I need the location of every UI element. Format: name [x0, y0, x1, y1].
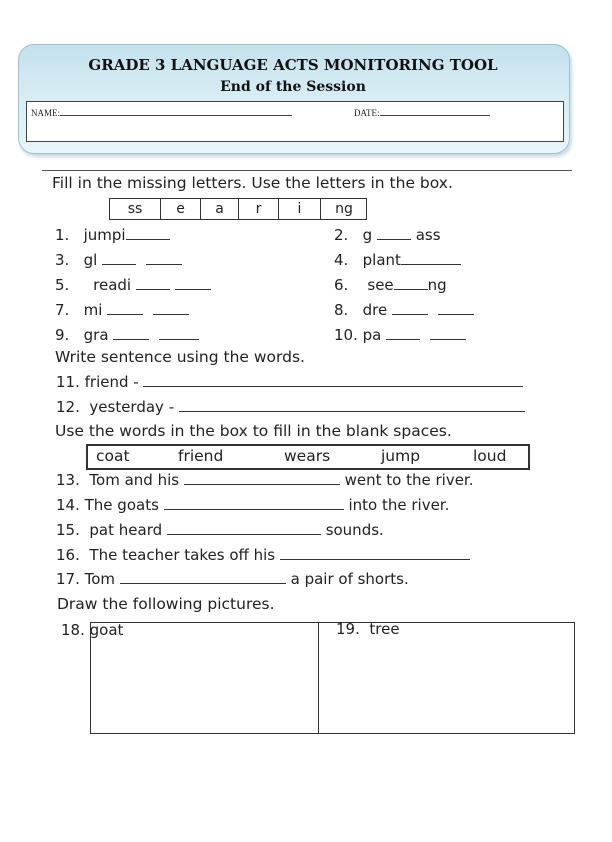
name-label: NAME:: [31, 108, 60, 118]
letter-option: ng: [335, 201, 353, 217]
section-divider: [42, 170, 572, 171]
question-13: 13. Tom and his went to the river.: [56, 471, 474, 489]
answer-blank[interactable]: [394, 279, 428, 290]
word-option: wears: [284, 447, 331, 465]
draw-area-goat[interactable]: [90, 640, 318, 732]
name-line: [60, 107, 292, 116]
draw-area-tree[interactable]: [319, 640, 573, 732]
question-7: 7. mi: [55, 301, 189, 319]
question-14: 14. The goats into the river.: [56, 496, 450, 514]
question-19: 19. tree: [336, 620, 400, 638]
answer-blank[interactable]: [164, 499, 344, 510]
question-6: 6. see ng: [334, 276, 447, 294]
answer-blank[interactable]: [430, 329, 466, 340]
answer-blank[interactable]: [386, 329, 420, 340]
answer-blank[interactable]: [159, 329, 199, 340]
worksheet-subtitle: End of the Session: [220, 79, 366, 95]
question-18: 18. goat: [61, 621, 124, 639]
word-box: [86, 444, 530, 470]
question-15: 15. pat heard sounds.: [56, 521, 384, 539]
letter-option: ss: [110, 199, 161, 219]
name-field[interactable]: [31, 107, 292, 118]
answer-blank[interactable]: [102, 254, 136, 265]
date-line: [380, 107, 490, 116]
question-4: 4. plant: [334, 251, 461, 269]
letter-option: i: [279, 199, 321, 219]
letter-option: a: [201, 199, 239, 219]
question-12: 12. yesterday -: [56, 398, 525, 416]
sentence-line[interactable]: [179, 401, 525, 412]
word-option: friend: [178, 447, 224, 465]
letter-option: r: [239, 199, 279, 219]
date-label: DATE:: [354, 108, 380, 118]
answer-blank[interactable]: [126, 229, 170, 240]
answer-blank[interactable]: [438, 304, 474, 315]
answer-blank[interactable]: [120, 573, 286, 584]
section4-instruction: Draw the following pictures.: [57, 595, 275, 613]
question-3: 3. gl: [55, 251, 182, 269]
sentence-line[interactable]: [143, 376, 523, 387]
question-2: 2. g ass: [334, 226, 441, 244]
section2-instruction: Write sentence using the words.: [55, 348, 305, 366]
answer-blank[interactable]: [146, 254, 182, 265]
answer-blank[interactable]: [401, 254, 461, 265]
word-option: jump: [381, 447, 421, 465]
question-17: 17. Tom a pair of shorts.: [56, 570, 409, 588]
letter-box: [109, 198, 367, 220]
answer-blank[interactable]: [113, 329, 149, 340]
section1-instruction: Fill in the missing letters. Use the letters in the box.: [52, 174, 453, 192]
answer-blank[interactable]: [377, 229, 411, 240]
question-5: 5. readi: [55, 276, 211, 294]
answer-blank[interactable]: [136, 279, 170, 290]
date-field[interactable]: [354, 107, 490, 118]
answer-blank[interactable]: [153, 304, 189, 315]
answer-blank[interactable]: [392, 304, 428, 315]
question-11: 11. friend -: [56, 373, 523, 391]
section3-instruction: Use the words in the box to fill in the blank spaces.: [55, 422, 452, 440]
question-10: 10. pa: [334, 326, 466, 344]
answer-blank[interactable]: [184, 474, 340, 485]
question-1: 1. jumpi: [55, 226, 170, 244]
answer-blank[interactable]: [167, 524, 321, 535]
word-option: loud: [473, 447, 507, 465]
answer-blank[interactable]: [107, 304, 143, 315]
letter-option: e: [161, 199, 201, 219]
answer-blank[interactable]: [175, 279, 211, 290]
question-8: 8. dre: [334, 301, 474, 319]
word-option: coat: [96, 447, 130, 465]
worksheet-title: GRADE 3 LANGUAGE ACTS MONITORING TOOL: [88, 56, 498, 74]
question-9: 9. gra: [55, 326, 199, 344]
answer-blank[interactable]: [280, 549, 470, 560]
question-16: 16. The teacher takes off his: [56, 546, 470, 564]
